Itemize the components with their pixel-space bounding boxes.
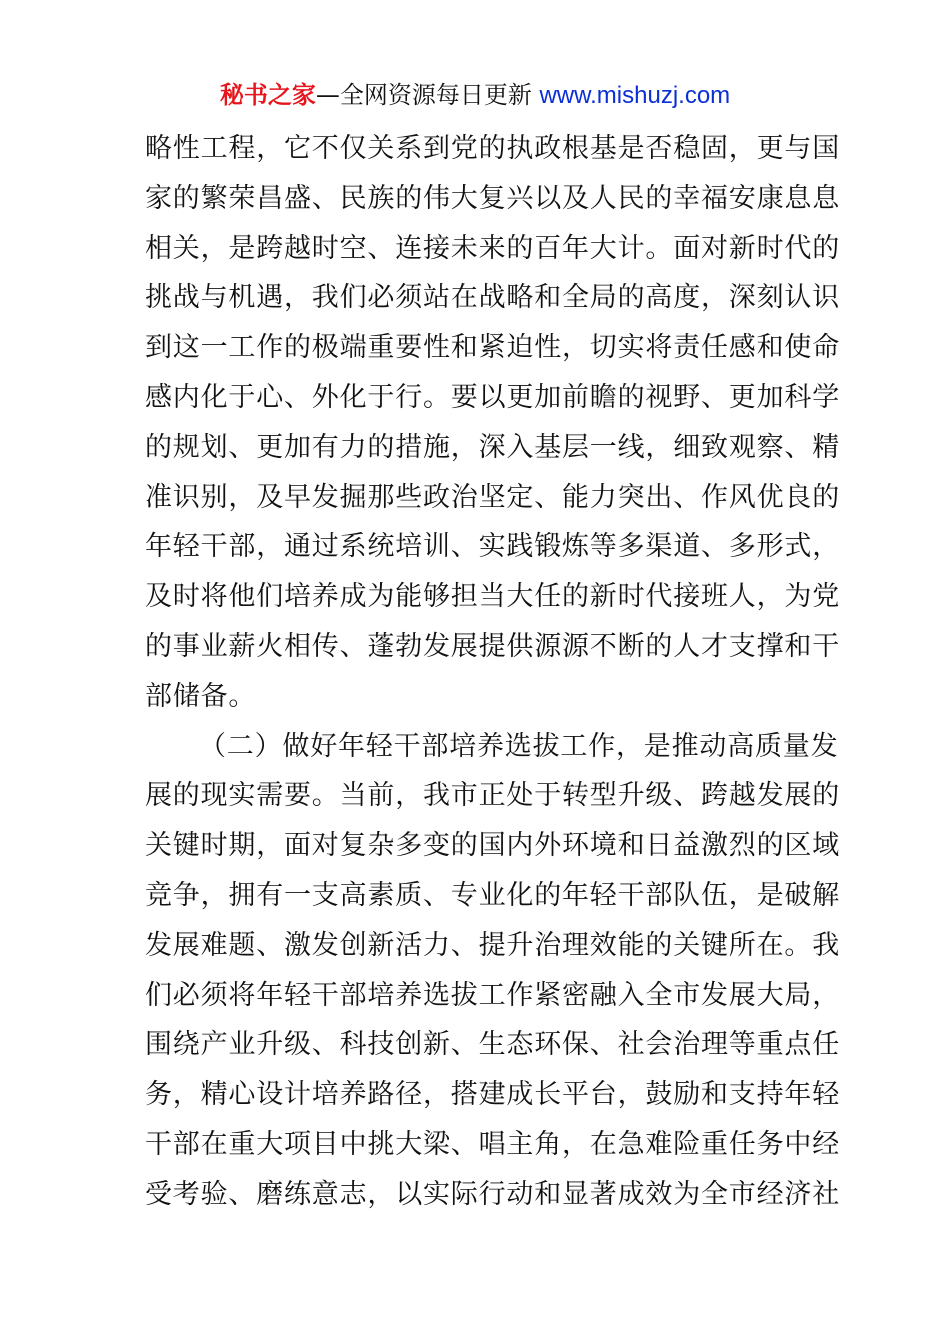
site-brand: 秘书之家 <box>219 81 316 109</box>
page-header <box>0 78 950 113</box>
text-line: 的规划、更加有力的措施，深入基层一线，细致观察、精 <box>145 431 840 463</box>
text-line: 年轻干部，通过系统培训、实践锻炼等多渠道、多形式， <box>145 531 840 563</box>
text-line: 准识别，及早发掘那些政治坚定、能力突出、作风优良的 <box>145 481 840 513</box>
text-line: 部储备。 <box>145 680 257 712</box>
section-heading-line: （二）做好年轻干部培养选拔工作，是推动高质量发 <box>199 730 839 762</box>
text-line: 的事业薪火相传、蓬勃发展提供源源不断的人才支撑和干 <box>145 630 840 662</box>
text-line: 挑战与机遇，我们必须站在战略和全局的高度，深刻认识 <box>145 282 840 314</box>
text-line: 及时将他们培养成为能够担当大任的新时代接班人，为党 <box>145 581 840 613</box>
text-line: 受考验、磨练意志，以实际行动和显著成效为全市经济社 <box>145 1178 840 1210</box>
text-line: 感内化于心、外化于行。要以更加前瞻的视野、更加科学 <box>145 381 840 413</box>
text-line: 务，精心设计培养路径，搭建成长平台，鼓励和支持年轻 <box>145 1079 840 1111</box>
text-line: 干部在重大项目中挑大梁、唱主角，在急难险重任务中经 <box>145 1128 840 1160</box>
site-tagline: —全网资源每日更新 <box>315 81 540 109</box>
text-line: 们必须将年轻干部培养选拔工作紧密融入全市发展大局， <box>145 979 840 1011</box>
document-body <box>145 124 840 1220</box>
site-url[interactable]: www.mishuzj.com <box>539 82 731 109</box>
text-line: 发展难题、激发创新活力、提升治理效能的关键所在。我 <box>145 929 840 961</box>
text-line: 围绕产业升级、科技创新、生态环保、社会治理等重点任 <box>145 1029 840 1061</box>
text-line: 竞争，拥有一支高素质、专业化的年轻干部队伍，是破解 <box>145 879 840 911</box>
text-line: 关键时期，面对复杂多变的国内外环境和日益激烈的区域 <box>145 830 840 862</box>
text-line: 相关，是跨越时空、连接未来的百年大计。面对新时代的 <box>145 232 840 264</box>
text-line: 展的现实需要。当前，我市正处于转型升级、跨越发展的 <box>145 780 840 812</box>
text-line: 略性工程，它不仅关系到党的执政根基是否稳固，更与国 <box>145 133 840 164</box>
text-line: 到这一工作的极端重要性和紧迫性，切实将责任感和使命 <box>145 332 840 364</box>
text-line: 家的繁荣昌盛、民族的伟大复兴以及人民的幸福安康息息 <box>145 182 840 214</box>
